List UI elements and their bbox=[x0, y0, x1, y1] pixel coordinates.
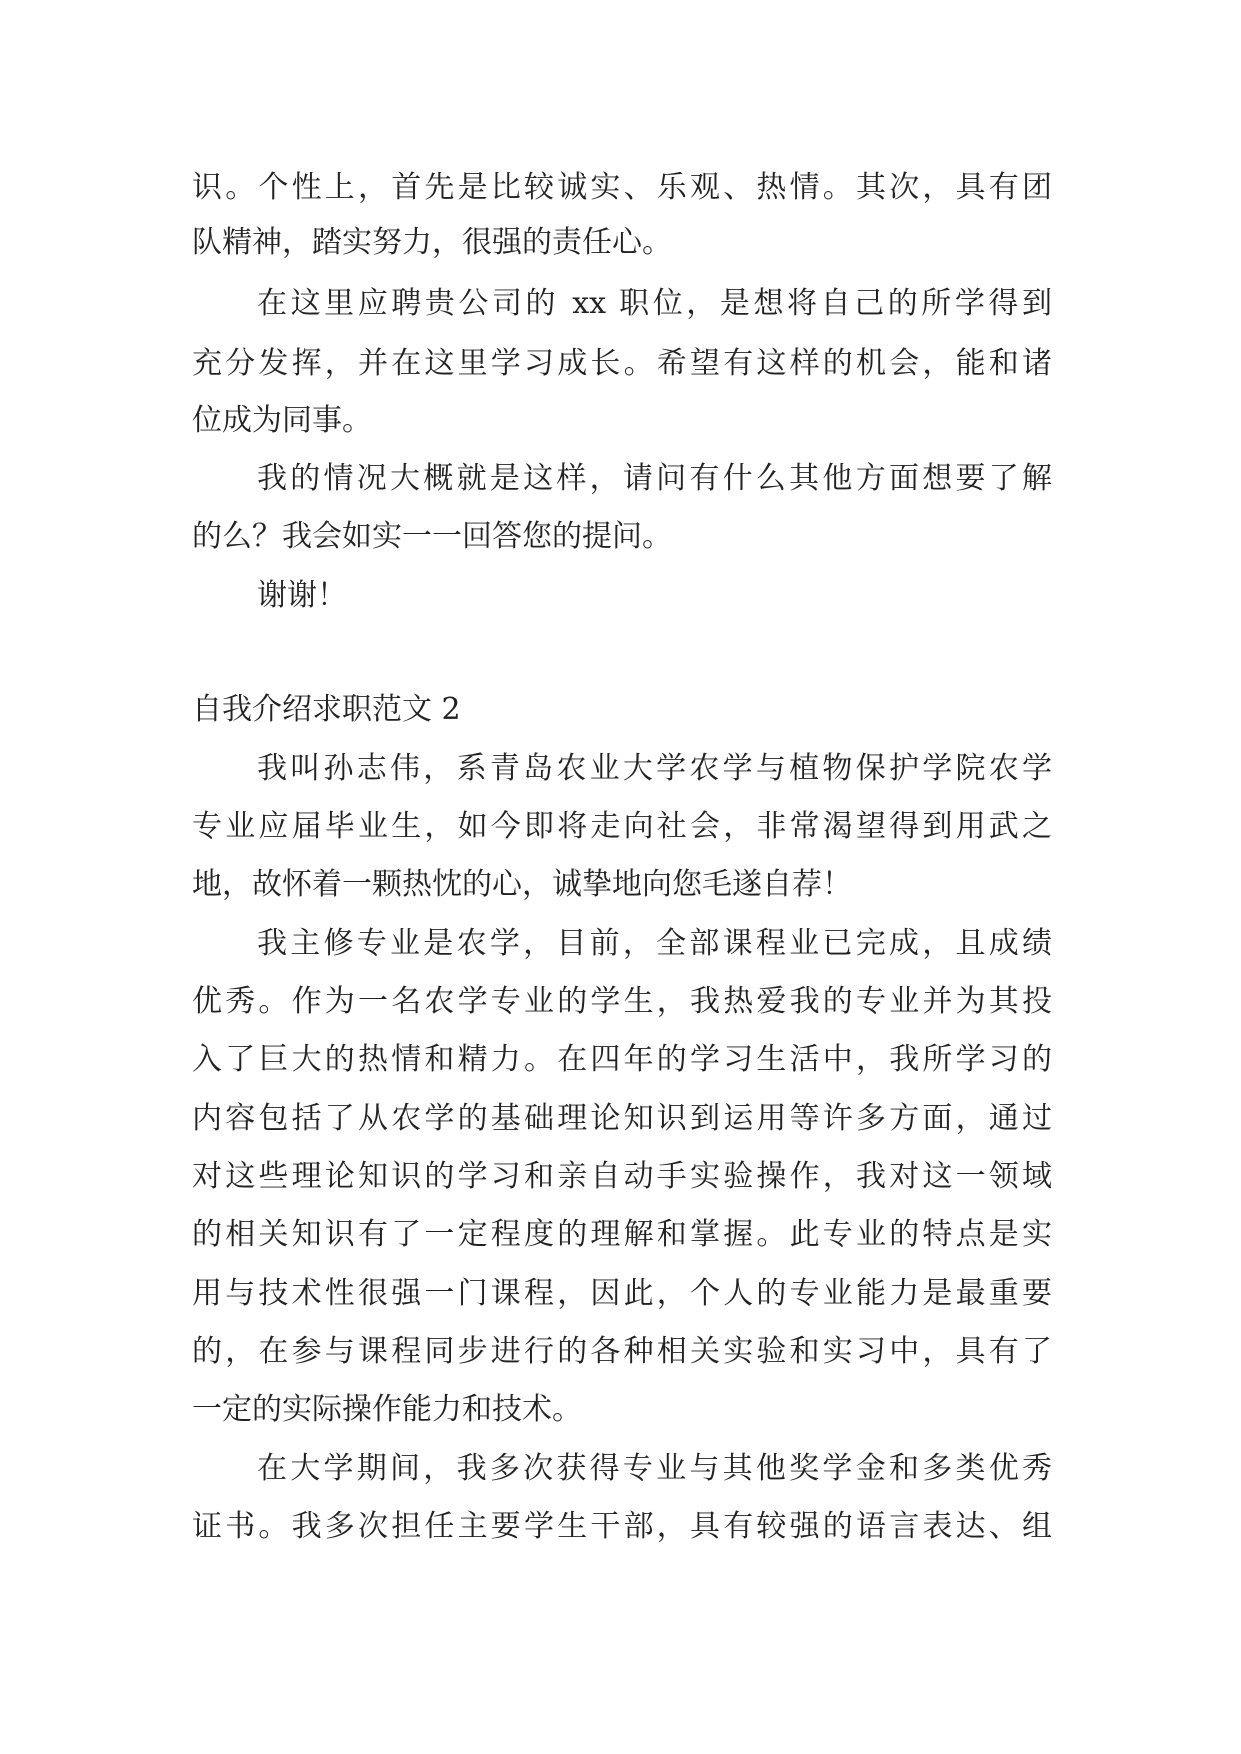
paragraph-line: 的么？我会如实一一回答您的提问。 bbox=[192, 519, 672, 554]
paragraph-line: 专业应届毕业生，如今即将走向社会，非常渴望得到用武之 bbox=[192, 809, 1052, 844]
paragraph-line: 识。个性上，首先是比较诚实、乐观、热情。其次，具有团 bbox=[192, 170, 1052, 205]
paragraph-line: 位成为同事。 bbox=[192, 403, 372, 438]
paragraph-line: 我的情况大概就是这样，请问有什么其他方面想要了解 bbox=[257, 461, 1052, 496]
paragraph-line: 地，故怀着一颗热忱的心，诚挚地向您毛遂自荐！ bbox=[192, 867, 852, 902]
paragraph-line: 我主修专业是农学，目前，全部课程业已完成，且成绩 bbox=[257, 926, 1052, 961]
paragraph-line: 在大学期间，我多次获得专业与其他奖学金和多类优秀 bbox=[257, 1451, 1052, 1486]
paragraph-line: 的相关知识有了一定程度的理解和掌握。此专业的特点是实 bbox=[192, 1217, 1052, 1252]
paragraph-line: 充分发挥，并在这里学习成长。希望有这样的机会，能和诸 bbox=[192, 346, 1052, 381]
paragraph-line: 的，在参与课程同步进行的各种相关实验和实习中，具有了 bbox=[192, 1334, 1052, 1369]
paragraph-line: 队精神，踏实努力，很强的责任心。 bbox=[192, 225, 672, 260]
paragraph-line: 入了巨大的热情和精力。在四年的学习生活中，我所学习的 bbox=[192, 1042, 1052, 1077]
paragraph-line: 在这里应聘贵公司的 xx 职位，是想将自己的所学得到 bbox=[257, 286, 1052, 321]
paragraph-line: 对这些理论知识的学习和亲自动手实验操作，我对这一领域 bbox=[192, 1159, 1052, 1194]
paragraph-line: 谢谢！ bbox=[257, 578, 347, 613]
paragraph-line: 我叫孙志伟，系青岛农业大学农学与植物保护学院农学 bbox=[257, 751, 1052, 786]
paragraph-line: 内容包括了从农学的基础理论知识到运用等许多方面，通过 bbox=[192, 1101, 1052, 1136]
paragraph-line: 证书。我多次担任主要学生干部，具有较强的语言表达、组 bbox=[192, 1509, 1052, 1544]
paragraph-line: 一定的实际操作能力和技术。 bbox=[192, 1392, 582, 1427]
paragraph-line: 优秀。作为一名农学专业的学生，我热爱我的专业并为其投 bbox=[192, 984, 1052, 1019]
paragraph-line: 用与技术性很强一门课程，因此，个人的专业能力是最重要 bbox=[192, 1276, 1052, 1311]
section-title: 自我介绍求职范文 2 bbox=[192, 692, 461, 727]
